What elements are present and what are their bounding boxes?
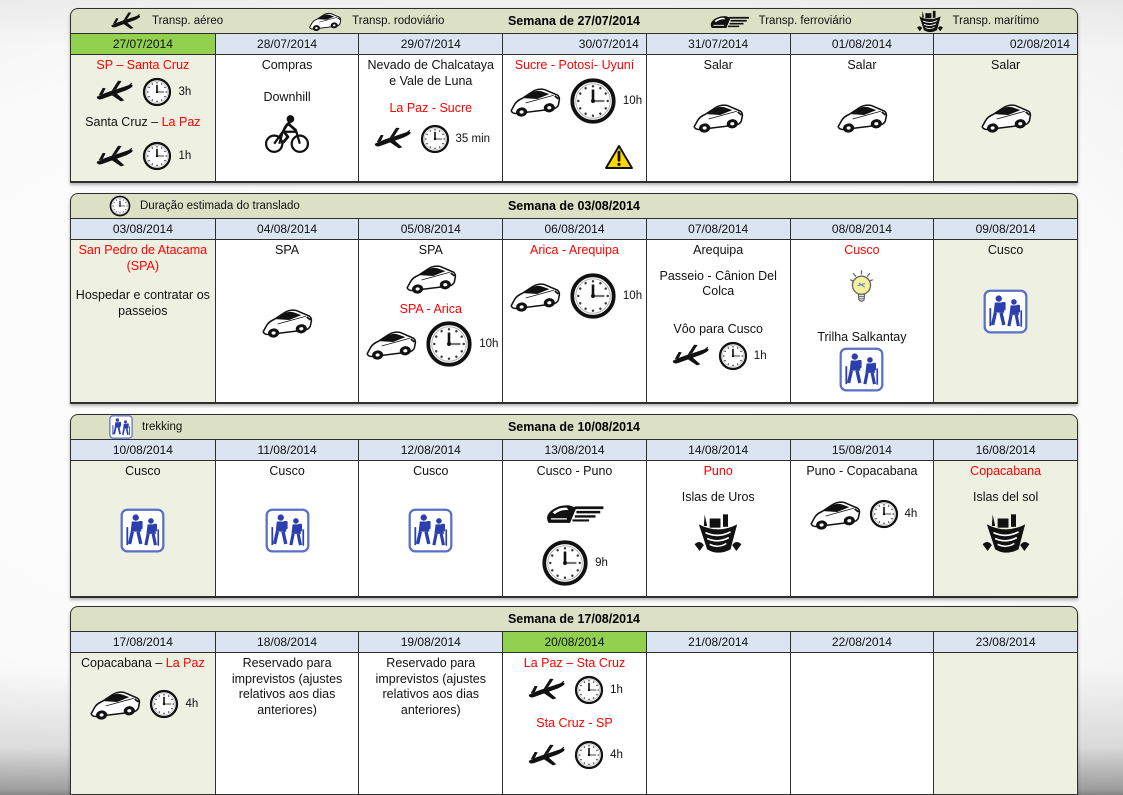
cell-text [85, 115, 200, 131]
transport-row [526, 740, 623, 770]
day-cells [70, 55, 1078, 183]
icon-row [693, 511, 743, 561]
cell-text [991, 58, 1020, 74]
day-cell [215, 461, 359, 596]
bulb-icon [846, 269, 877, 307]
ship-icon [981, 511, 1031, 556]
legend-item [916, 9, 1039, 34]
clock-icon [420, 124, 450, 154]
duration-label: 4h [185, 697, 199, 710]
week-section [70, 606, 1078, 795]
day-cell [215, 653, 359, 794]
cell-text [262, 58, 313, 74]
plain-text: Cusco - Puno [536, 464, 613, 478]
car-icon [259, 305, 315, 339]
trekking-icon [109, 415, 133, 439]
plain-text: Cusco [987, 243, 1024, 257]
transport-row [670, 341, 767, 371]
route-text: Sucre - Potosí- Uyuní [514, 58, 635, 72]
transport-row [372, 124, 491, 154]
day-cell [502, 461, 646, 596]
day-cell [790, 55, 934, 181]
duration-label: 1h [610, 683, 623, 696]
icon-row [259, 305, 315, 344]
day-cell [933, 461, 1077, 596]
day-cell [71, 653, 215, 794]
route-text: La Paz [161, 114, 201, 129]
legend-item [109, 415, 182, 439]
icon-row [981, 511, 1031, 561]
ship-icon [916, 9, 944, 34]
warning-icon [604, 144, 634, 170]
duration-label: 1h [753, 349, 767, 362]
day-cells [70, 653, 1078, 795]
cell-text [970, 464, 1041, 480]
clock-icon [718, 341, 748, 371]
plain-text: Cusco [413, 464, 449, 478]
duration-label: 35 min [455, 132, 491, 145]
date-cell: 14/08/2014 [646, 440, 790, 460]
train-icon [708, 11, 750, 31]
date-cell: 30/07/2014 [502, 34, 646, 54]
day-cell [358, 240, 502, 402]
date-cell: 16/08/2014 [933, 440, 1077, 460]
date-cell: 04/08/2014 [215, 219, 359, 239]
cell-text [275, 243, 299, 259]
day-cell [790, 461, 934, 596]
ship-icon [693, 511, 743, 556]
cell-text [530, 243, 619, 259]
day-cell [502, 55, 646, 181]
route-text: Copacabana [970, 464, 1042, 478]
airplane-icon [94, 144, 136, 169]
week-title: Semana de 03/08/2014 [507, 199, 641, 213]
duration-label: 4h [610, 749, 623, 762]
week-header-band [70, 8, 1078, 33]
date-cell: 21/08/2014 [646, 632, 790, 652]
day-cell [646, 240, 790, 402]
cell-text [536, 716, 612, 732]
week-header-band [70, 606, 1078, 631]
plain-text: Downhill [263, 89, 311, 104]
week-title: Semana de 17/08/2014 [507, 612, 641, 626]
week-section [70, 414, 1078, 598]
icon-row [543, 498, 605, 532]
duration-label: 10h [479, 338, 499, 351]
route-text: Puno [703, 464, 733, 478]
date-cell: 31/07/2014 [646, 34, 790, 54]
day-cells [70, 461, 1078, 598]
plain-text: Salar [847, 58, 877, 72]
day-cell [933, 653, 1077, 794]
car-icon [690, 100, 746, 134]
cell-text [651, 269, 786, 300]
route-text: La Paz - Sucre [389, 101, 473, 116]
week-section [70, 193, 1078, 404]
airplane-icon [94, 79, 136, 104]
cell-text [419, 243, 443, 259]
cell-text [673, 322, 763, 338]
date-cell: 22/08/2014 [790, 632, 934, 652]
cell-text [269, 464, 304, 480]
day-cell [646, 461, 790, 596]
day-cell [646, 55, 790, 181]
date-cell: 23/08/2014 [933, 632, 1077, 652]
plain-text: Reservado para imprevistos (ajustes relativos aos dias anteriores) [375, 656, 486, 717]
date-row [70, 33, 1078, 55]
date-cell: 07/08/2014 [646, 219, 790, 239]
cell-text [524, 656, 625, 672]
legend-left [109, 10, 444, 32]
date-cell: 05/08/2014 [358, 219, 502, 239]
cell-text [515, 58, 635, 74]
date-row [70, 439, 1078, 461]
plain-text: SPA [418, 243, 443, 257]
clock-icon [109, 195, 131, 217]
cell-text [75, 243, 211, 274]
icon-row [846, 269, 877, 312]
day-cell [933, 55, 1077, 181]
icon-row [604, 144, 642, 175]
plain-text: Arequipa [693, 243, 744, 257]
day-cell [215, 55, 359, 181]
cell-text [81, 656, 205, 672]
legend-label: Transp. marítimo [952, 15, 1039, 27]
day-cell [933, 240, 1077, 402]
duration-label: 3h [178, 85, 192, 98]
car-icon [807, 497, 863, 531]
clock-icon [142, 77, 172, 107]
legend-label: Transp. rodoviário [352, 15, 445, 27]
transport-row [807, 497, 918, 531]
date-cell: 02/08/2014 [933, 34, 1077, 54]
clock-icon [142, 141, 172, 171]
day-cell [71, 461, 215, 596]
date-cell: 17/08/2014 [112, 635, 173, 649]
route-text: Sta Cruz - SP [536, 715, 613, 730]
transport-row [541, 539, 608, 587]
date-cell: 08/08/2014 [790, 219, 934, 239]
cell-text [988, 243, 1023, 259]
cell-text [400, 302, 462, 318]
day-cell [71, 55, 215, 181]
cell-text [413, 464, 448, 480]
route-text: La Paz – Sta Cruz [523, 656, 626, 670]
trekking-icon [265, 508, 310, 553]
clock-icon [574, 740, 604, 770]
trekking-icon [408, 508, 453, 553]
day-cell [502, 653, 646, 794]
airplane-icon [526, 743, 568, 768]
day-cell [358, 653, 502, 794]
icon-row [408, 508, 453, 558]
trekking-icon [120, 508, 165, 553]
car-icon [87, 687, 143, 721]
week-title: Semana de 10/08/2014 [507, 420, 641, 434]
route-text: SPA - Arica [399, 301, 462, 316]
transport-row [94, 77, 191, 107]
clock-icon [425, 320, 473, 368]
trekking-icon [839, 347, 884, 392]
duration-label: 10h [622, 289, 643, 302]
date-cell: 19/08/2014 [358, 632, 502, 652]
day-cell [646, 653, 790, 794]
cell-text [125, 464, 160, 480]
legend-item [307, 10, 444, 32]
day-cell [358, 55, 502, 181]
date-cell: 06/08/2014 [502, 219, 646, 239]
cell-text [75, 288, 211, 319]
date-row [70, 631, 1078, 653]
car-icon [507, 84, 563, 118]
plain-text: SPA [275, 243, 300, 257]
car-icon [363, 327, 419, 361]
cell-text [220, 656, 355, 719]
legend-left [109, 415, 182, 439]
legend-left [109, 195, 300, 217]
car-icon [978, 100, 1034, 134]
car-icon [403, 261, 459, 295]
cell-text [973, 490, 1038, 506]
car-icon [507, 279, 563, 313]
cell-text [704, 58, 733, 74]
transport-row [526, 675, 623, 705]
plain-text: Reservado para imprevistos (ajustes relativos aos dias anteriores) [231, 656, 343, 717]
icon-row [839, 347, 884, 397]
date-cell: 11/08/2014 [215, 440, 359, 460]
icon-row [265, 508, 310, 558]
plain-text: Cusco [269, 464, 305, 478]
transport-row [87, 687, 198, 721]
week-header-band [70, 414, 1078, 439]
clock-icon [574, 675, 604, 705]
cell-text [704, 464, 733, 480]
route-text: La Paz [165, 656, 205, 670]
transport-row [507, 272, 642, 320]
route-text: Cusco [844, 243, 880, 257]
transport-row [507, 77, 642, 125]
date-cell: 15/08/2014 [790, 440, 934, 460]
date-cell: 10/08/2014 [112, 443, 173, 457]
duration-label: 1h [178, 150, 192, 163]
duration-label: 4h [904, 507, 918, 520]
plain-text: Copacabana – [80, 656, 166, 670]
train-icon [543, 498, 605, 527]
cell-text [682, 490, 755, 506]
plain-text: Passeio - Cânion Del Colca [659, 268, 777, 299]
cell-text [847, 58, 876, 74]
cell-text [389, 101, 472, 117]
week-header-band [70, 193, 1078, 218]
duration-label: 10h [622, 94, 643, 107]
cell-text [363, 58, 498, 89]
plain-text: Vôo para Cusco [673, 321, 764, 336]
cyclist-icon [263, 113, 311, 154]
plain-text: Nevado de Chalcataya e Vale de Luna [367, 58, 495, 88]
icon-row [263, 113, 311, 159]
plain-text: Santa Cruz – [85, 114, 162, 129]
plain-text: Compras [261, 58, 313, 72]
airplane-icon [372, 126, 414, 151]
cell-text [817, 330, 906, 346]
legend-label: Duração estimada do translado [140, 200, 300, 212]
clock-icon [569, 77, 617, 125]
route-text: San Pedro de Atacama (SPA) [78, 243, 208, 273]
week-section [70, 8, 1078, 183]
date-cell: 29/07/2014 [358, 34, 502, 54]
legend-label: Transp. ferroviário [758, 15, 852, 27]
airplane-icon [670, 343, 712, 368]
plain-text: Cusco [125, 464, 161, 478]
clock-icon [569, 272, 617, 320]
day-cell [790, 240, 934, 402]
clock-icon [541, 539, 589, 587]
date-cell: 12/08/2014 [358, 440, 502, 460]
plain-text: Hospedar e contratar os passeios [75, 288, 210, 318]
icon-row [834, 100, 890, 139]
icon-row [983, 289, 1028, 339]
car-icon [307, 10, 343, 32]
cell-text [537, 464, 613, 480]
legend-item [109, 195, 300, 217]
legend-item [708, 11, 852, 31]
icon-row [690, 100, 746, 139]
date-cell: 18/08/2014 [215, 632, 359, 652]
plain-text: Salar [991, 58, 1021, 72]
day-cell [71, 240, 215, 402]
legend-label: trekking [142, 421, 183, 433]
icon-row [403, 261, 459, 300]
clock-icon [869, 499, 899, 529]
icon-row [978, 100, 1034, 139]
date-cell: 03/08/2014 [112, 222, 173, 236]
plain-text: Islas del sol [972, 489, 1039, 504]
plain-text: Puno - Copacabana [806, 464, 918, 478]
itinerary-board [70, 8, 1078, 795]
clock-icon [149, 689, 179, 719]
car-icon [834, 100, 890, 134]
cell-text [806, 464, 917, 480]
day-cell [502, 240, 646, 402]
date-cell: 01/08/2014 [790, 34, 934, 54]
plain-text: Islas de Uros [681, 489, 755, 504]
route-text: SP – Santa Cruz [96, 58, 190, 72]
airplane-icon [109, 11, 143, 31]
day-cell [790, 653, 934, 794]
transport-row [363, 320, 498, 368]
legend-right [708, 9, 1039, 34]
date-cell: 28/07/2014 [215, 34, 359, 54]
airplane-icon [526, 677, 568, 702]
date-cell: 20/08/2014 [502, 632, 646, 652]
day-cell [358, 461, 502, 596]
cell-text [693, 243, 743, 259]
date-cell: 09/08/2014 [933, 219, 1077, 239]
plain-text: Trilha Salkantay [817, 329, 907, 344]
trekking-icon [983, 289, 1028, 334]
transport-row [94, 141, 191, 171]
duration-label: 9h [595, 556, 608, 569]
legend-label: Transp. aéreo [152, 15, 224, 27]
date-row [70, 218, 1078, 240]
date-cell: 13/08/2014 [502, 440, 646, 460]
cell-text [96, 58, 189, 74]
day-cell [215, 240, 359, 402]
plain-text: Salar [703, 58, 733, 72]
cell-text [263, 90, 310, 106]
cell-text [363, 656, 498, 719]
route-text: Arica - Arequipa [530, 243, 619, 257]
date-cell: 27/07/2014 [71, 34, 215, 54]
week-title: Semana de 27/07/2014 [507, 14, 641, 28]
day-cells [70, 240, 1078, 404]
legend-item [109, 11, 223, 31]
cell-text [844, 243, 879, 259]
icon-row [120, 508, 165, 558]
